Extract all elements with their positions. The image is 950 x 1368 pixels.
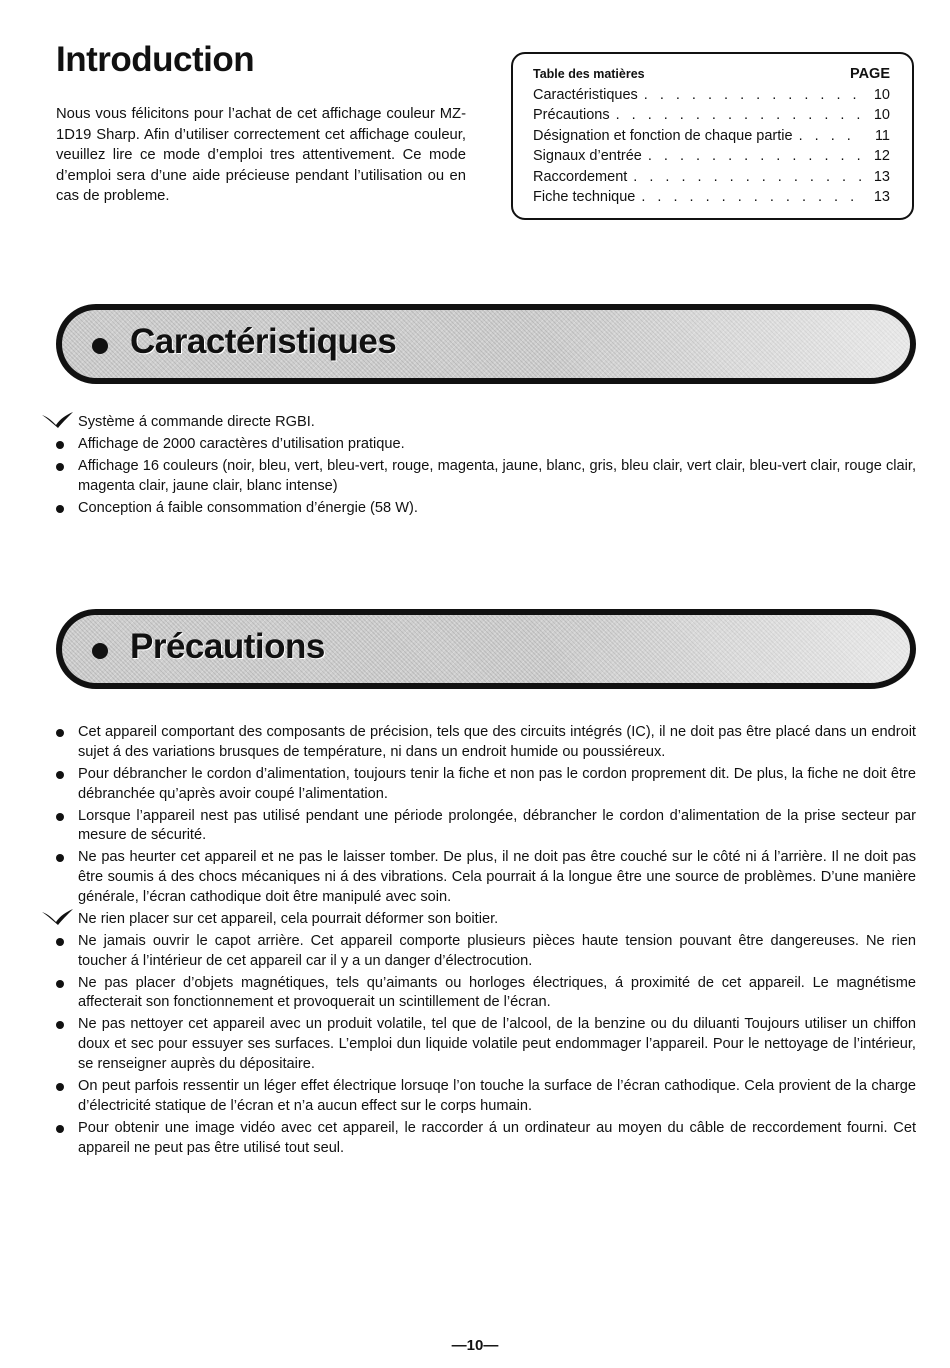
list-item	[56, 457, 916, 497]
toc-entry-page: 10	[873, 107, 890, 124]
list-item	[56, 723, 916, 763]
precaution-text: Ne rien placer sur cet appareil, cela pourrait déformer son boitier.	[78, 910, 499, 927]
toc-entry	[533, 146, 890, 166]
precautions-list	[56, 723, 916, 1161]
toc-entry	[533, 187, 890, 207]
toc-entry-label: Précautions	[533, 107, 610, 124]
bullet-icon	[56, 729, 64, 737]
toc-entry-page: 11	[874, 127, 890, 144]
bullet-icon	[56, 1125, 64, 1133]
list-item	[56, 1077, 916, 1117]
check-mark-icon	[40, 409, 74, 429]
bullet-icon	[92, 338, 108, 354]
bullet-icon	[92, 643, 108, 659]
toc-entry-label: Caractéristiques	[533, 87, 638, 103]
precaution-text: Ne pas heurter cet appareil et ne pas le laisser tomber. De plus, il ne doit pas être couché sur le côté ni á l’arrière. Il ne doit pas être soumis á des chocs mécaniques ni á des vibrations. Cela pourrait á la longue être une source de problèmes. D’une manière générale, l’écran cathodique doit être manipulé avec soin.	[78, 849, 916, 905]
precautions-section-title: Précautions	[130, 627, 325, 666]
toc-entry-page: 10	[873, 87, 890, 103]
table-of-contents	[511, 52, 914, 220]
list-item	[56, 499, 916, 519]
feature-text: Affichage 16 couleurs (noir, bleu, vert, bleu-vert, rouge, magenta, jaune, blanc, gris, bleu clair, vert clair, bleu-vert clair, rouge clair, magenta clair, jaune clair, blanc intense)	[78, 457, 916, 494]
list-item	[56, 413, 916, 433]
precaution-text: Ne jamais ouvrir le capot arrière. Cet appareil comporte plusieurs pièces haute tension pouvant être dangereuses. Ne rien toucher á l’intérieur de cet appareil car il y a un danger d’électrocution.	[78, 932, 916, 969]
precaution-text: Pour débrancher le cordon d’alimentation, toujours tenir la fiche et non pas le cordon proprement dit. De plus, la fiche ne doit être débranchée qu’après avoir coupé l’alimentation.	[78, 765, 916, 802]
precautions-section-banner	[56, 609, 916, 689]
list-item	[56, 910, 916, 930]
list-item	[56, 435, 916, 455]
precaution-text: Lorsque l’appareil nest pas utilisé pendant une période prolongée, débrancher le cordon d’alimentation de la prise secteur par mesure de sécurité.	[78, 807, 916, 844]
feature-text: Système á commande directe RGBI.	[78, 414, 315, 430]
features-section-banner	[56, 304, 916, 384]
toc-entry-label: Fiche technique	[533, 188, 636, 205]
bullet-icon	[56, 1021, 64, 1029]
toc-entry-page: 13	[873, 168, 890, 185]
feature-text: Affichage de 2000 caractères d’utilisation pratique.	[78, 435, 405, 452]
toc-leader-dots	[616, 105, 864, 125]
precaution-text: Ne pas placer d’objets magnétiques, tels qu’aimants ou horloges électriques, á proximité de cet appareil. Le magnétisme affecterait son fonctionnement et provoquerait un scintillement de l’écran.	[78, 974, 916, 1011]
precaution-text: Pour obtenir une image vidéo avec cet appareil, le raccorder á un ordinateur au moyen du câble de reccordement fourni. Cet appareil ne peut pas être utilisé tout seul.	[78, 1119, 916, 1156]
bullet-icon	[56, 505, 64, 513]
toc-entry-page: 12	[873, 148, 890, 165]
bullet-icon	[56, 854, 64, 862]
toc-entry	[533, 167, 890, 187]
toc-leader-dots	[648, 146, 864, 166]
toc-page-label: PAGE	[849, 66, 890, 82]
list-item	[56, 848, 916, 907]
bullet-icon	[56, 938, 64, 946]
toc-leader-dots	[633, 167, 864, 187]
precaution-text: On peut parfois ressentir un léger effet électrique lorsuqe l’on touche la surface de l’écran cathodique. Cela provient de la charge d’électricité statique de l’écran et n’a aucun effect sur le corps humain.	[78, 1078, 916, 1114]
list-item	[56, 807, 916, 847]
features-section-title: Caractéristiques	[130, 322, 397, 361]
list-item	[56, 932, 916, 972]
list-item	[56, 1015, 916, 1074]
toc-header	[533, 64, 890, 85]
toc-entry-label: Désignation et fonction de chaque partie	[533, 127, 793, 144]
toc-entry	[533, 126, 890, 146]
toc-entry-label: Raccordement	[533, 168, 628, 185]
precaution-text: Cet appareil comportant des composants de précision, tels que des circuits intégrés (IC), il ne doit pas être placé dans un endroit sujet á des variations brusques de température, ni dans un endroit humide ou poussiéreux.	[78, 724, 916, 760]
toc-leader-dots	[644, 85, 864, 105]
intro-title: Introduction	[56, 40, 255, 79]
bullet-icon	[56, 980, 64, 988]
toc-entry	[533, 85, 890, 105]
toc-entry-label: Signaux d’entrée	[533, 148, 642, 165]
intro-paragraph: Nous vous félicitons pour l’achat de cet affichage couleur MZ-1D19 Sharp. Afin d’utiliser correctement cet affichage couleur, veuillez lire ce mode d’emploi tres attentivement. Ce mode d’emploi sera d’une aide précieuse pendant l’utilisation ou en cas de probleme.	[56, 106, 466, 204]
page-number: —10—	[451, 1337, 499, 1354]
features-list	[56, 413, 916, 521]
bullet-icon	[56, 813, 64, 821]
list-item	[56, 1119, 916, 1159]
toc-leader-dots	[641, 187, 864, 207]
feature-text: Conception á faible consommation d’énergie (58 W).	[78, 499, 418, 516]
check-mark-icon	[40, 906, 74, 926]
toc-leader-dots	[799, 126, 864, 146]
toc-entry	[533, 105, 890, 125]
toc-entry-page: 13	[873, 188, 890, 205]
bullet-icon	[56, 441, 64, 449]
list-item	[56, 974, 916, 1014]
bullet-icon	[56, 1083, 64, 1091]
bullet-icon	[56, 771, 64, 779]
precaution-text: Ne pas nettoyer cet appareil avec un produit volatile, tel que de l’alcool, de la benzine ou du diluanti Toujours utiliser un chiffon doux et sec pour essuyer ses surfaces. L’emploi dun liquide volatile peut endommager l’appareil. Pour le nettoyage de l’intérieur, se renseigner auprès du dépositaire.	[78, 1016, 916, 1073]
list-item	[56, 765, 916, 805]
bullet-icon	[56, 463, 64, 471]
toc-title: Table des matières	[533, 67, 645, 81]
